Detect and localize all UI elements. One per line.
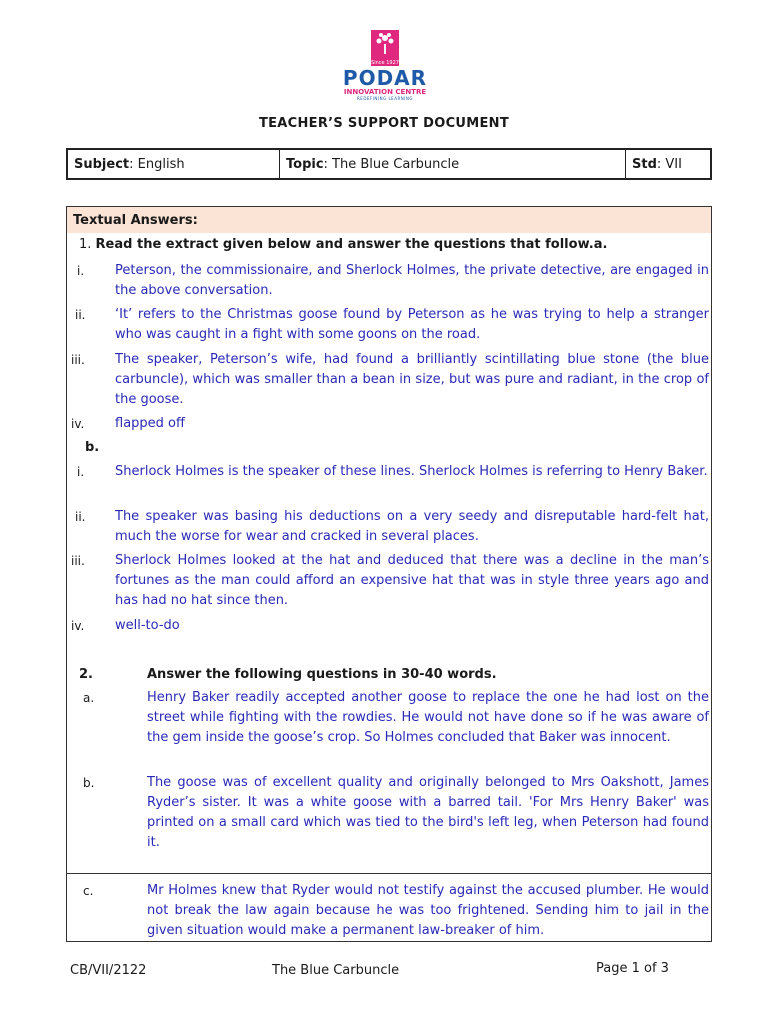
answer-number: i.: [77, 465, 85, 479]
question-1-text: Read the extract given below and answer the questions that follow.: [95, 237, 594, 252]
answer-text: ‘It’ refers to the Christmas goose found by Peterson as he was trying to help a stranger who was caught in a fight with some goons on the road.: [115, 307, 709, 342]
section-header-suffix: :: [192, 213, 198, 228]
logo-since: Since 1927: [371, 60, 399, 66]
footer-title: The Blue Carbuncle: [272, 963, 400, 978]
section-header: [67, 207, 711, 233]
subject-cell: [68, 150, 280, 178]
tree-icon: [371, 30, 399, 60]
answer-number: ii.: [75, 308, 86, 322]
answer-number: iv.: [71, 619, 85, 633]
answer-text: well-to-do: [115, 618, 180, 633]
document-title: TEACHER’S SUPPORT DOCUMENT: [258, 116, 510, 131]
answer-number: iii.: [71, 554, 85, 568]
answer-number: c.: [83, 884, 94, 898]
logo-subtitle: INNOVATION CENTRE: [343, 88, 427, 96]
part-a-label: a.: [593, 237, 608, 252]
answer-text: Mr Holmes knew that Ryder would not testify against the accused plumber. He would not break the law again because he was too frightened. Sending him to jail in the given situation would make a permanent law-breaker of him.: [147, 883, 709, 938]
row-divider: [67, 873, 711, 874]
question-2-text: Answer the following questions in 30-40 words.: [147, 667, 497, 682]
subject-label: Subject: [74, 157, 130, 172]
subject-value: : English: [129, 157, 185, 172]
std-value: : VII: [656, 157, 682, 172]
info-table: [66, 148, 712, 180]
std-cell: [626, 150, 710, 178]
answer-text: Sherlock Holmes looked at the hat and deduced that there was a decline in the man’s fortunes as the man could afford an expensive hat that was in style three years ago and has had no hat since then.: [115, 553, 709, 608]
part-b-label: b.: [85, 440, 100, 455]
podar-logo: [337, 30, 433, 110]
answer-number: iii.: [71, 353, 85, 367]
answers-box: [66, 206, 712, 942]
topic-cell: [280, 150, 626, 178]
footer-page: Page 1 of 3: [596, 961, 669, 976]
logo-name: PODAR: [342, 66, 428, 90]
question-1-number: 1.: [79, 237, 92, 252]
answer-text: The speaker was basing his deductions on a very seedy and disreputable hard-felt hat, much the worse for wear and cracked in several places.: [115, 509, 709, 544]
answer-number: a.: [83, 691, 95, 705]
answer-number: iv.: [71, 417, 85, 431]
answer-text: Peterson, the commissionaire, and Sherlock Holmes, the private detective, are engaged in the above conversation.: [115, 263, 709, 298]
footer-code: CB/VII/2122: [70, 963, 147, 978]
answer-text: flapped off: [115, 416, 185, 431]
answer-number: b.: [83, 776, 95, 790]
section-header-label: Textual Answers: [73, 213, 193, 228]
logo-tagline: REDEFINING LEARNING: [357, 96, 413, 101]
question-1-prompt: [79, 237, 607, 252]
answer-number: ii.: [75, 510, 86, 524]
topic-label: Topic: [286, 157, 324, 172]
answer-text: Henry Baker readily accepted another goose to replace the one he had lost on the street while fighting with the rowdies. He would not have done so if he was aware of the gem inside the goose’s crop. So Holmes concluded that Baker was innocent.: [147, 690, 709, 745]
answer-text: The speaker, Peterson’s wife, had found a brilliantly scintillating blue stone (the blue carbuncle), which was smaller than a bean in size, but was pure and radiant, in the crop of the goose.: [115, 352, 709, 407]
std-label: Std: [632, 157, 657, 172]
answer-text: Sherlock Holmes is the speaker of these lines. Sherlock Holmes is referring to Henry Baker.: [115, 464, 708, 479]
topic-value: : The Blue Carbuncle: [323, 157, 460, 172]
question-2-number: 2.: [79, 667, 93, 682]
answer-number: i.: [77, 264, 85, 278]
answer-text: The goose was of excellent quality and originally belonged to Mrs Oakshott, James Ryder’s sister. It was a white goose with a barred tail. 'For Mrs Henry Baker' was printed on a small card which was tied to the bird's left leg, when Peterson had found it.: [147, 775, 709, 850]
